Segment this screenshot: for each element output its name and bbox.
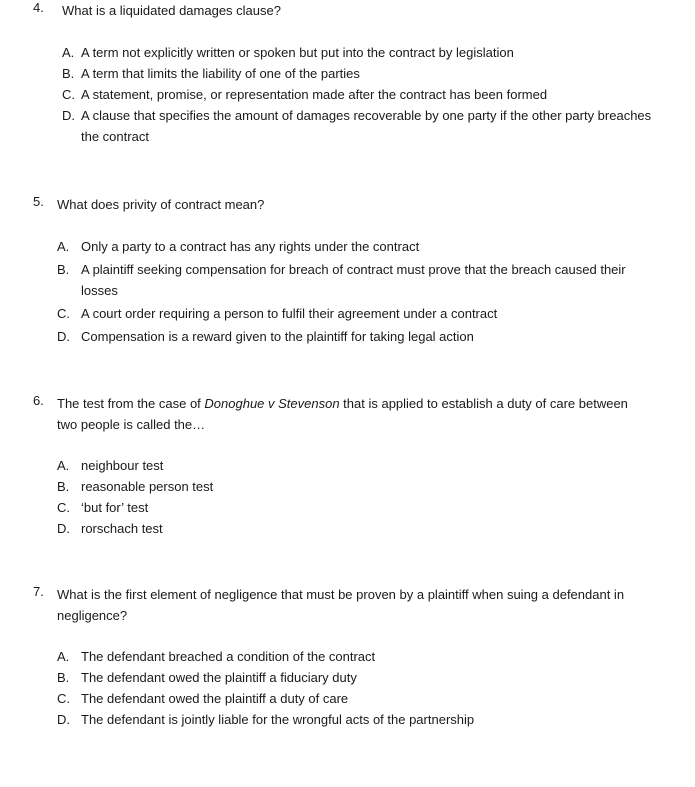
option-text: A plaintiff seeking compensation for breach of contract must prove that the breach caused their losses — [81, 262, 626, 298]
question-number: 4. — [33, 0, 44, 15]
option-text: rorschach test — [81, 521, 163, 536]
option-text: A court order requiring a person to fulfil their agreement under a contract — [81, 306, 498, 321]
option-letter: B. — [57, 262, 70, 277]
option-letter: B. — [62, 66, 75, 81]
option-letter: C. — [62, 87, 75, 102]
answer-option-a[interactable] — [62, 42, 662, 63]
answer-option-d[interactable] — [57, 709, 657, 730]
option-letter: B. — [57, 670, 70, 685]
option-text: A term not explicitly written or spoken but put into the contract by legislation — [81, 45, 514, 60]
answer-option-c[interactable] — [62, 84, 662, 105]
option-letter: B. — [57, 479, 70, 494]
answer-option-b[interactable] — [57, 667, 657, 688]
answer-option-c[interactable] — [57, 497, 657, 518]
option-letter: C. — [57, 691, 70, 706]
answer-options — [62, 42, 662, 147]
question-text: What is the first element of negligence that must be proven by a plaintiff when suing a defendant in negligence? — [57, 587, 625, 623]
option-letter: D. — [57, 521, 70, 536]
option-text: ‘but for’ test — [81, 500, 149, 515]
question-text: What does privity of contract mean? — [57, 197, 265, 212]
option-text: Compensation is a reward given to the plaintiff for taking legal action — [81, 329, 474, 344]
answer-option-b[interactable] — [57, 259, 657, 301]
option-text: The defendant breached a condition of the contract — [81, 649, 376, 664]
answer-options — [57, 455, 657, 539]
option-letter: A. — [62, 45, 75, 60]
question-number: 5. — [33, 194, 44, 209]
option-letter: D. — [57, 712, 70, 727]
question-text — [57, 393, 647, 435]
option-text: Only a party to a contract has any rights under the contract — [81, 239, 420, 254]
answer-options — [57, 646, 657, 730]
answer-option-d[interactable] — [62, 105, 662, 147]
answer-option-b[interactable] — [62, 63, 662, 84]
question-text: What is a liquidated damages clause? — [62, 3, 281, 18]
option-text: A term that limits the liability of one of the parties — [81, 66, 360, 81]
answer-option-d[interactable] — [57, 326, 657, 347]
option-letter: A. — [57, 649, 70, 664]
option-letter: D. — [57, 329, 70, 344]
answer-option-b[interactable] — [57, 476, 657, 497]
option-letter: C. — [57, 306, 70, 321]
question-text-start: The test from the case of — [57, 396, 205, 411]
answer-option-a[interactable] — [57, 236, 657, 257]
option-text: The defendant is jointly liable for the wrongful acts of the partnership — [81, 712, 475, 727]
option-text: The defendant owed the plaintiff a duty of care — [81, 691, 349, 706]
option-text: A clause that specifies the amount of damages recoverable by one party if the other party breaches the contract — [81, 108, 652, 144]
option-letter: C. — [57, 500, 70, 515]
answer-option-c[interactable] — [57, 688, 657, 709]
answer-option-a[interactable] — [57, 455, 657, 476]
answer-option-c[interactable] — [57, 303, 657, 324]
answer-option-a[interactable] — [57, 646, 657, 667]
answer-options — [57, 236, 657, 349]
option-text: The defendant owed the plaintiff a fiduciary duty — [81, 670, 357, 685]
option-text: A statement, promise, or representation made after the contract has been formed — [81, 87, 548, 102]
option-text: neighbour test — [81, 458, 164, 473]
answer-option-d[interactable] — [57, 518, 657, 539]
case-name: Donoghue v Stevenson — [204, 396, 340, 411]
option-letter: D. — [62, 108, 75, 123]
option-letter: A. — [57, 239, 70, 254]
question-text-end: that is applied to establish a duty of care between two people is called the… — [57, 396, 628, 432]
question-number: 7. — [33, 584, 44, 599]
option-text: reasonable person test — [81, 479, 214, 494]
option-letter: A. — [57, 458, 70, 473]
question-number: 6. — [33, 393, 44, 408]
